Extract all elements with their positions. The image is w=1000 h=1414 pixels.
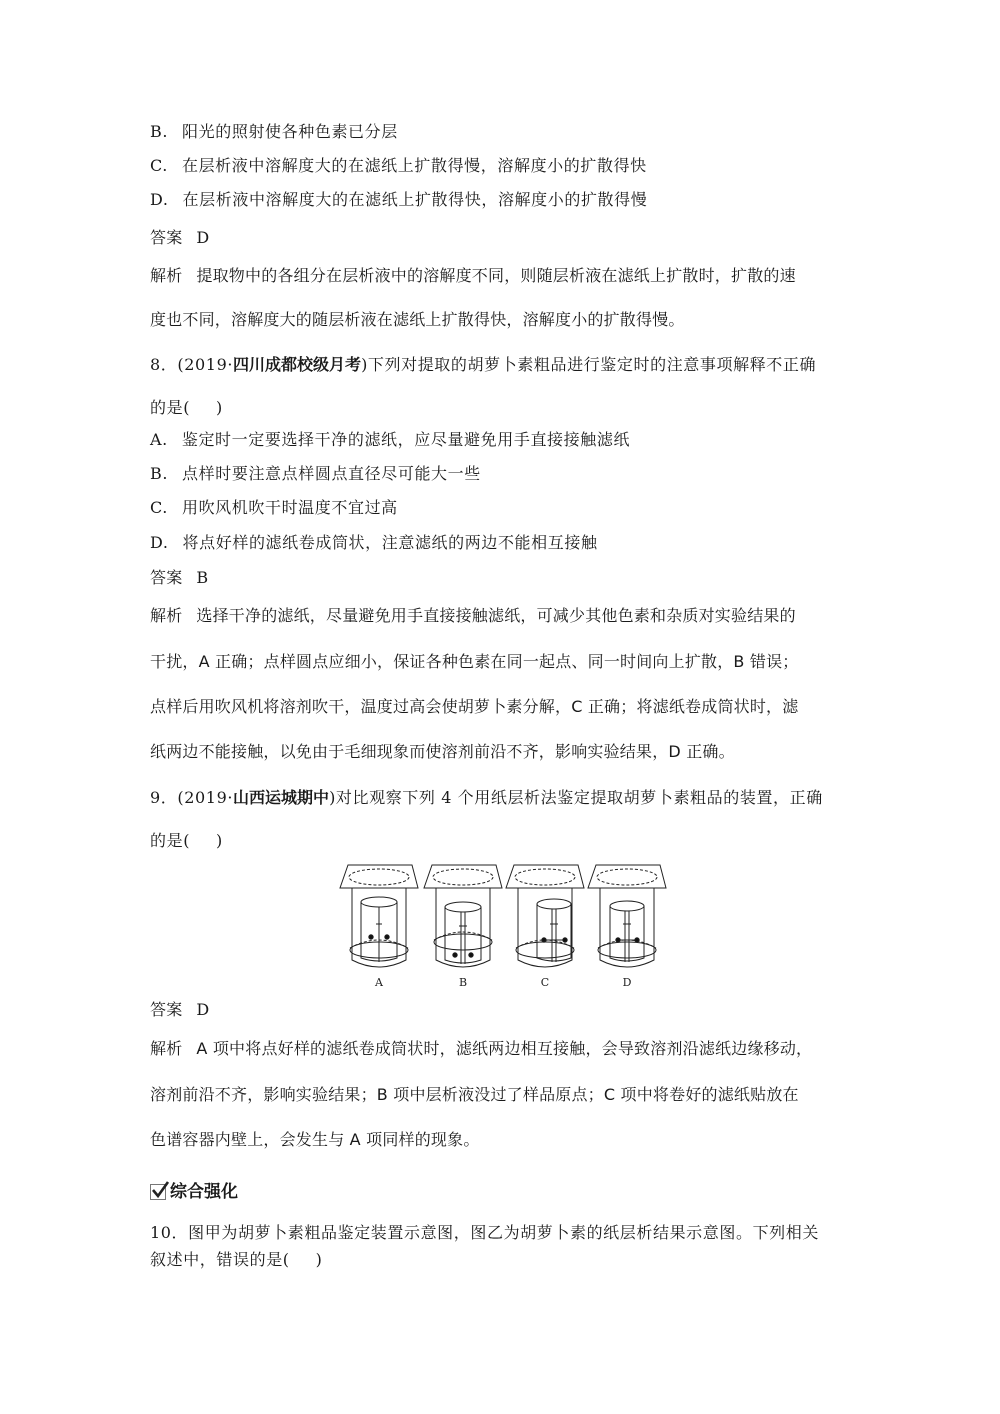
question-number: 10．	[150, 1223, 189, 1242]
sample-spot	[563, 938, 567, 942]
paper-top	[445, 902, 481, 912]
stem-close: )	[216, 831, 223, 850]
q8-analysis-line-3	[150, 697, 798, 717]
source-close: )	[361, 355, 368, 374]
answer-value: D	[196, 1000, 210, 1019]
source-close: )	[329, 788, 336, 807]
container	[600, 888, 654, 967]
analysis-text: 纸两边不能接触，以免由于毛细现象而使溶剂前沿不齐，影响实验结果，D 正确。	[150, 742, 735, 761]
option-text: 将点好样的滤纸卷成筒状，注意滤纸的两边不能相互接触	[182, 533, 598, 552]
sample-spot	[616, 938, 620, 942]
answer-label: 答案	[150, 228, 183, 247]
stem-close: )	[315, 1250, 323, 1269]
option-text: 在层析液中溶解度大的在滤纸上扩散得慢，溶解度小的扩散得快	[181, 156, 647, 175]
q9-analysis-line-2	[150, 1085, 799, 1105]
q8-option-d	[150, 533, 598, 553]
lid-rim	[597, 869, 657, 885]
analysis-text: 度也不同，溶解度大的随层析液在滤纸上扩散得快，溶解度小的扩散得慢。	[150, 310, 685, 329]
q9-answer	[150, 1000, 209, 1020]
lid-rim	[433, 869, 493, 885]
analysis-text: A 项中将点好样的滤纸卷成筒状时，滤纸两边相互接触，会导致溶剂沿滤纸边缘移动，	[196, 1039, 813, 1058]
answer-value: D	[196, 228, 210, 247]
analysis-text: 溶剂前沿不齐，影响实验结果；B 项中层析液没过了样品原点；C 项中将卷好的滤纸贴放在	[150, 1085, 799, 1104]
q8-answer	[150, 568, 208, 588]
paper-body	[610, 906, 644, 961]
question-stem: 叙述中，错误的是(	[150, 1250, 290, 1269]
option-label: C.	[150, 156, 168, 175]
analysis-text: 干扰，A 正确；点样圆点应细小，保证各种色素在同一起点、同一时间向上扩散，B 错误；	[150, 652, 799, 671]
q8-stem-line-2	[150, 398, 223, 418]
option-text: 鉴定时一定要选择干净的滤纸，应尽量避免用手直接接触滤纸	[181, 430, 631, 449]
option-label: D.	[150, 190, 169, 209]
figure-label-a: A	[375, 976, 383, 989]
figure-label-d: D	[622, 976, 632, 989]
answer-value: B	[196, 568, 209, 587]
q7-analysis-line-1	[150, 266, 796, 286]
option-text: 用吹风机吹干时温度不宜过高	[181, 498, 398, 517]
lid-rim	[349, 869, 409, 885]
q10-stem-line-2	[150, 1250, 323, 1270]
chromatography-apparatus-figure	[338, 862, 672, 990]
apparatus-d	[588, 865, 666, 967]
option-label: A.	[150, 430, 168, 449]
question-source: 山西运城期中	[233, 788, 330, 807]
question-source: 四川成都校级月考	[233, 355, 362, 374]
question-stem: 对比观察下列 4 个用纸层析法鉴定提取胡萝卜素粗品的装置，正确	[335, 788, 823, 807]
apparatus-c	[506, 865, 584, 967]
analysis-text: 点样后用吹风机将溶剂吹干，温度过高会使胡萝卜素分解，C 正确；将滤纸卷成筒状时，滤	[150, 697, 799, 716]
q8-option-a	[150, 430, 630, 450]
question-stem: 的是(	[150, 398, 191, 417]
section-title: 综合强化	[170, 1182, 238, 1202]
option-label: B.	[150, 122, 169, 141]
q7-analysis-line-2	[150, 310, 685, 330]
source-open: (2019·	[177, 788, 234, 807]
sample-spot	[542, 938, 546, 942]
option-text: 在层析液中溶解度大的在滤纸上扩散得快，溶解度小的扩散得慢	[182, 190, 648, 209]
analysis-text: 选择干净的滤纸，尽量避免用手直接接触滤纸，可减少其他色素和杂质对实验结果的	[196, 606, 796, 625]
stem-close: )	[216, 398, 223, 417]
source-open: (2019·	[177, 355, 234, 374]
sample-spot	[469, 953, 473, 957]
paper-body	[537, 904, 571, 961]
sample-spot	[635, 938, 639, 942]
q7-option-b	[150, 122, 398, 142]
sample-spot	[369, 935, 373, 939]
q8-analysis-line-1	[150, 606, 796, 626]
apparatus-b	[424, 865, 502, 967]
q9-analysis-line-3	[150, 1130, 480, 1150]
q10-stem-line-1	[150, 1223, 819, 1243]
apparatus-diagram	[338, 862, 672, 990]
paper-top	[361, 897, 397, 907]
paper-top	[537, 899, 571, 909]
q7-option-c	[150, 156, 647, 176]
answer-label: 答案	[150, 568, 183, 587]
q9-stem-line-2	[150, 831, 223, 851]
checkbox-checked-icon	[150, 1184, 166, 1200]
sample-spot	[385, 935, 389, 939]
answer-label: 答案	[150, 1000, 183, 1019]
section-heading	[150, 1181, 238, 1203]
analysis-label: 解析	[150, 606, 183, 625]
option-label: B.	[150, 464, 169, 483]
q8-option-c	[150, 498, 398, 518]
q8-stem-line-1	[150, 355, 816, 375]
question-stem: 的是(	[150, 831, 191, 850]
q9-stem-line-1	[150, 788, 823, 808]
q7-option-d	[150, 190, 647, 210]
container	[436, 888, 490, 967]
q8-analysis-line-2	[150, 652, 799, 672]
analysis-text: 色谱容器内壁上，会发生与 A 项同样的现象。	[150, 1130, 480, 1149]
question-number: 8．	[150, 355, 178, 374]
analysis-label: 解析	[150, 266, 183, 285]
question-number: 9．	[150, 788, 178, 807]
figure-label-c: C	[540, 976, 550, 989]
q8-option-b	[150, 464, 481, 484]
q9-analysis-line-1	[150, 1039, 812, 1059]
paper-top	[610, 901, 644, 911]
lid-rim	[515, 869, 575, 885]
option-label: C.	[150, 498, 168, 517]
q7-answer	[150, 228, 209, 248]
question-stem: 下列对提取的胡萝卜素粗品进行鉴定时的注意事项解释不正确	[367, 355, 817, 374]
analysis-text: 提取物中的各组分在层析液中的溶解度不同，则随层析液在滤纸上扩散时，扩散的速	[196, 266, 796, 285]
option-text: 点样时要注意点样圆点直径尽可能大一些	[182, 464, 481, 483]
option-label: D.	[150, 533, 169, 552]
question-stem: 图甲为胡萝卜素粗品鉴定装置示意图，图乙为胡萝卜素的纸层析结果示意图。下列相关	[188, 1223, 819, 1242]
q8-analysis-line-4	[150, 742, 735, 762]
analysis-label: 解析	[150, 1039, 183, 1058]
figure-label-b: B	[458, 976, 468, 989]
option-text: 阳光的照射使各种色素已分层	[182, 122, 398, 141]
sample-spot	[453, 953, 457, 957]
apparatus-a	[340, 865, 418, 967]
